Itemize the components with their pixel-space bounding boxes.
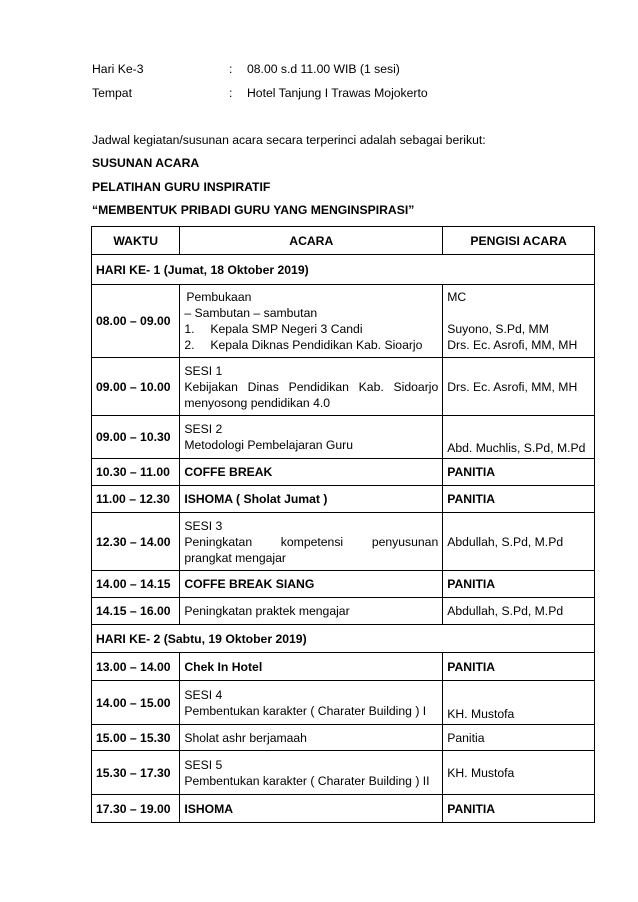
table-row: [92, 358, 595, 416]
speaker-cell: Abd. Muchlis, S.Pd, M.Pd: [443, 416, 595, 459]
time-cell: 17.30 – 19.00: [92, 795, 180, 823]
speaker-cell: PANITIA: [443, 459, 595, 486]
event-cell: [180, 681, 443, 725]
speaker-cell: Abdullah, S.Pd, M.Pd: [443, 598, 595, 625]
time-cell: 14.00 – 15.00: [92, 681, 180, 725]
table-row: [92, 751, 595, 795]
event-cell: COFFE BREAK: [180, 459, 443, 486]
speaker-cell: [443, 285, 595, 358]
time-cell: 09.00 – 10.30: [92, 416, 180, 459]
time-cell: 12.30 – 14.00: [92, 513, 180, 571]
time-cell: 08.00 – 09.00: [92, 285, 180, 358]
place-label: Tempat: [92, 86, 132, 100]
event-list: [184, 321, 438, 353]
time-cell: 09.00 – 10.00: [92, 358, 180, 416]
schedule-table: [91, 226, 595, 823]
speaker-cell: KH. Mustofa: [443, 681, 595, 725]
day-value: 08.00 s.d 11.00 WIB (1 sesi): [247, 62, 400, 76]
time-cell: 10.30 – 11.00: [92, 459, 180, 486]
table-row: [92, 795, 595, 823]
place-colon: :: [229, 86, 233, 100]
table-row: [92, 571, 595, 598]
day-row: [92, 625, 595, 653]
speaker-cell: PANITIA: [443, 486, 595, 513]
table-row: [92, 598, 595, 625]
speaker-cell: Abdullah, S.Pd, M.Pd: [443, 513, 595, 571]
session-topic: Pembentukan karakter ( Charater Building ) I: [184, 703, 427, 718]
speaker-cell: KH. Mustofa: [443, 751, 595, 795]
table-row: [92, 653, 595, 681]
title-pelatihan: PELATIHAN GURU INSPIRATIF: [92, 180, 271, 194]
session-label: SESI 2: [184, 422, 223, 436]
event-cell: Peningkatan praktek mengajar: [180, 598, 443, 625]
session-topic: Pembentukan karakter ( Charater Building ) II: [184, 773, 430, 788]
event-cell: [180, 358, 443, 416]
event-cell: COFFE BREAK SIANG: [180, 571, 443, 598]
place-value: Hotel Tanjung I Trawas Mojokerto: [247, 86, 428, 100]
session-label: SESI 1: [184, 363, 223, 378]
speaker-cell: Panitia: [443, 725, 595, 751]
event-cell: [180, 513, 443, 571]
time-cell: 15.30 – 17.30: [92, 751, 180, 795]
table-row: [92, 681, 595, 725]
day-2-heading: HARI KE- 2 (Sabtu, 19 Oktober 2019): [92, 625, 595, 653]
time-cell: 13.00 – 14.00: [92, 653, 180, 681]
table-row: [92, 459, 595, 486]
list-item: [184, 321, 438, 337]
session-label: SESI 4: [184, 687, 223, 702]
header-acara: ACARA: [180, 227, 443, 255]
speaker-cell: PANITIA: [443, 653, 595, 681]
table-row: [92, 513, 595, 571]
speaker-mc: MC: [447, 290, 467, 304]
event-cell: Chek In Hotel: [180, 653, 443, 681]
event-cell: Sholat ashr berjamaah: [180, 725, 443, 751]
list-number: 2.: [184, 338, 195, 352]
table-row: [92, 725, 595, 751]
time-cell: 11.00 – 12.30: [92, 486, 180, 513]
table-header-row: [92, 227, 595, 255]
speaker-cell: Drs. Ec. Asrofi, MM, MH: [443, 358, 595, 416]
intro-text: Jadwal kegiatan/susunan acara secara terperinci adalah sebagai berikut:: [92, 133, 486, 147]
list-text: Kepala SMP Negeri 3 Candi: [210, 322, 363, 336]
session-topic: Kebijakan Dinas Pendidikan Kab. Sidoarjo menyosong pendidikan 4.0: [184, 379, 439, 410]
event-cell: [180, 416, 443, 459]
table-row: [92, 285, 595, 358]
session-label: SESI 5: [184, 757, 223, 772]
event-subtitle: – Sambutan – sambutan: [184, 306, 318, 320]
header-pengisi: PENGISI ACARA: [443, 227, 595, 255]
session-topic: Peningkatan kompetensi penyusunan prangkat mengajar: [184, 534, 439, 565]
day-label: Hari Ke-3: [92, 62, 144, 76]
speaker-name: Suyono, S.Pd, MM: [447, 322, 549, 336]
speaker-cell: PANITIA: [443, 571, 595, 598]
time-cell: 14.15 – 16.00: [92, 598, 180, 625]
session-label: SESI 3: [184, 518, 223, 533]
event-cell: [180, 751, 443, 795]
event-cell: [180, 285, 443, 358]
table-row: [92, 416, 595, 459]
day-row: [92, 255, 595, 285]
list-number: 1.: [184, 322, 195, 336]
list-text: Kepala Diknas Pendidikan Kab. Sioarjo: [210, 338, 423, 352]
day-1-heading: HARI KE- 1 (Jumat, 18 Oktober 2019): [92, 255, 595, 285]
table-row: [92, 486, 595, 513]
header-waktu: WAKTU: [92, 227, 180, 255]
time-cell: 15.00 – 15.30: [92, 725, 180, 751]
list-item: [184, 337, 438, 353]
time-cell: 14.00 – 14.15: [92, 571, 180, 598]
session-topic: Metodologi Pembelajaran Guru: [184, 438, 354, 452]
speaker-name: Drs. Ec. Asrofi, MM, MH: [447, 338, 578, 352]
day-colon: :: [229, 62, 233, 76]
event-cell: ISHOMA: [180, 795, 443, 823]
event-cell: ISHOMA ( Sholat Jumat ): [180, 486, 443, 513]
speaker-cell: PANITIA: [443, 795, 595, 823]
title-susunan-acara: SUSUNAN ACARA: [92, 156, 200, 170]
event-title: Pembukaan: [186, 290, 252, 304]
title-tagline: “MEMBENTUK PRIBADI GURU YANG MENGINSPIRASI”: [92, 203, 415, 217]
